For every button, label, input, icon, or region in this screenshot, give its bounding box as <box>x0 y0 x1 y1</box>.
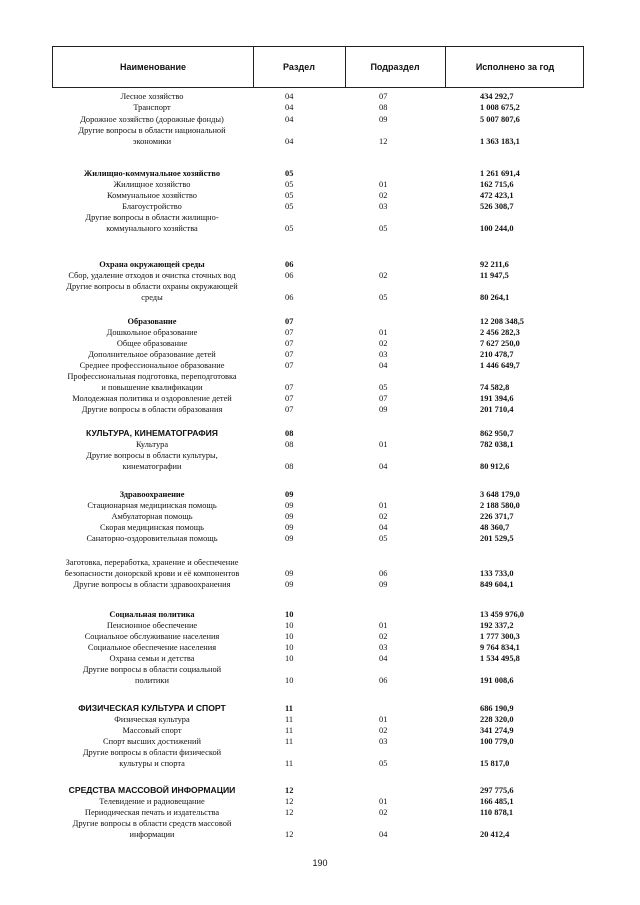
row-name: СРЕДСТВА МАССОВОЙ ИНФОРМАЦИИ <box>68 785 236 795</box>
row-section: 08 <box>285 440 294 449</box>
row-value: 434 292,7 <box>480 92 514 101</box>
row-name: Социальное обеспечение населения <box>87 643 217 652</box>
row-value: 48 360,7 <box>480 523 510 532</box>
row-value: 191 008,6 <box>480 676 514 685</box>
row-value: 166 485,1 <box>480 797 514 806</box>
row-name: Дошкольное образование <box>106 328 198 337</box>
row-name: КУЛЬТУРА, КИНЕМАТОГРАФИЯ <box>86 428 218 438</box>
row-value: 80 912,6 <box>480 462 510 471</box>
row-name: Благоустройство <box>122 202 182 211</box>
row-name: Коммунальное хозяйство <box>107 191 197 200</box>
row-section: 06 <box>285 260 294 269</box>
row-subsection: 02 <box>379 632 388 641</box>
row-name: Дополнительное образование детей <box>88 350 216 359</box>
row-name: Массовый спорт <box>122 726 182 735</box>
row-name: Телевидение и радиовещание <box>99 797 205 806</box>
row-section: 12 <box>285 786 294 795</box>
row-name: Другие вопросы в области здравоохранения <box>73 580 231 589</box>
row-subsection: 05 <box>379 534 388 543</box>
row-name: Среднее профессиональное образование <box>79 361 225 370</box>
row-subsection: 09 <box>379 405 388 414</box>
row-value: 862 950,7 <box>480 429 514 438</box>
row-value: 12 208 348,5 <box>480 317 524 326</box>
row-name: ФИЗИЧЕСКАЯ КУЛЬТУРА И СПОРТ <box>78 703 226 713</box>
row-name: Санаторно-оздоровительная помощь <box>86 534 218 543</box>
row-name: Транспорт <box>133 103 171 112</box>
row-name: Стационарная медицинская помощь <box>87 501 217 510</box>
row-subsection: 02 <box>379 191 388 200</box>
row-subsection: 05 <box>379 383 388 392</box>
row-subsection: 05 <box>379 293 388 302</box>
row-name: культуры и спорта <box>119 759 185 768</box>
row-section: 09 <box>285 569 294 578</box>
row-section: 10 <box>285 621 294 630</box>
row-name: Другие вопросы в области физической <box>82 748 222 757</box>
row-section: 07 <box>285 350 294 359</box>
row-section: 07 <box>285 383 294 392</box>
row-section: 09 <box>285 523 294 532</box>
header-executed: Исполнено за год <box>475 62 555 72</box>
row-section: 04 <box>285 92 294 101</box>
row-name: Другие вопросы в области национальной <box>78 126 226 135</box>
row-subsection: 05 <box>379 759 388 768</box>
row-name: Другие вопросы в области культуры, <box>86 451 218 460</box>
row-section: 07 <box>285 405 294 414</box>
row-name: безопасности донорской крови и её компонентов <box>64 569 240 578</box>
row-value: 2 456 282,3 <box>480 328 520 337</box>
row-value: 226 371,7 <box>480 512 514 521</box>
row-name: Другие вопросы в области охраны окружающей <box>66 282 238 291</box>
row-value: 20 412,4 <box>480 830 510 839</box>
row-subsection: 03 <box>379 350 388 359</box>
row-subsection: 02 <box>379 271 388 280</box>
row-value: 297 775,6 <box>480 786 514 795</box>
row-subsection: 04 <box>379 830 388 839</box>
row-section: 09 <box>285 580 294 589</box>
row-subsection: 08 <box>379 103 388 112</box>
row-value: 228 320,0 <box>480 715 514 724</box>
row-section: 05 <box>285 180 294 189</box>
row-name: Здравоохранение <box>119 490 185 499</box>
row-name: Пенсионное обеспечение <box>106 621 198 630</box>
row-value: 1 446 649,7 <box>480 361 520 370</box>
row-value: 341 274,9 <box>480 726 514 735</box>
row-section: 12 <box>285 830 294 839</box>
row-value: 192 337,2 <box>480 621 514 630</box>
row-value: 191 394,6 <box>480 394 514 403</box>
row-name: Другие вопросы в области образования <box>81 405 223 414</box>
row-name: Жилищно-коммунальное хозяйство <box>83 169 221 178</box>
row-name: экономики <box>132 137 172 146</box>
row-section: 05 <box>285 191 294 200</box>
row-section: 07 <box>285 394 294 403</box>
row-section: 04 <box>285 115 294 124</box>
row-subsection: 02 <box>379 726 388 735</box>
row-section: 07 <box>285 317 294 326</box>
row-section: 09 <box>285 490 294 499</box>
row-subsection: 04 <box>379 361 388 370</box>
row-section: 12 <box>285 797 294 806</box>
row-value: 1 261 691,4 <box>480 169 520 178</box>
row-value: 92 211,6 <box>480 260 509 269</box>
row-section: 06 <box>285 271 294 280</box>
row-value: 472 423,1 <box>480 191 514 200</box>
row-name: Жилищное хозяйство <box>113 180 191 189</box>
row-subsection: 06 <box>379 569 388 578</box>
row-value: 74 582,8 <box>480 383 510 392</box>
row-section: 04 <box>285 103 294 112</box>
row-name: Заготовка, переработка, хранение и обеспечение <box>65 558 239 567</box>
row-value: 5 007 807,6 <box>480 115 520 124</box>
row-subsection: 03 <box>379 202 388 211</box>
row-subsection: 03 <box>379 737 388 746</box>
row-section: 05 <box>285 224 294 233</box>
row-subsection: 05 <box>379 224 388 233</box>
row-section: 11 <box>285 737 294 746</box>
row-name: Лесное хозяйство <box>120 92 184 101</box>
row-name: Молодежная политика и оздоровление детей <box>72 394 232 403</box>
row-subsection: 01 <box>379 440 388 449</box>
row-name: Профессиональная подготовка, переподготовка <box>67 372 237 381</box>
row-section: 10 <box>285 643 294 652</box>
row-section: 09 <box>285 512 294 521</box>
row-section: 07 <box>285 328 294 337</box>
row-name: Охрана семьи и детства <box>109 654 195 663</box>
page-number: 190 <box>312 858 328 868</box>
row-value: 849 604,1 <box>480 580 514 589</box>
row-name: Периодическая печать и издательства <box>84 808 220 817</box>
row-value: 100 779,0 <box>480 737 514 746</box>
row-name: Сбор, удаление отходов и очистка сточных вод <box>68 271 236 280</box>
row-section: 05 <box>285 202 294 211</box>
row-subsection: 02 <box>379 808 388 817</box>
row-value: 7 627 250,0 <box>480 339 520 348</box>
row-value: 13 459 976,0 <box>480 610 524 619</box>
row-section: 12 <box>285 808 294 817</box>
row-value: 210 478,7 <box>480 350 514 359</box>
row-value: 782 038,1 <box>480 440 514 449</box>
row-value: 201 710,4 <box>480 405 514 414</box>
row-section: 10 <box>285 610 294 619</box>
row-name: Другие вопросы в области средств массовой <box>72 819 232 828</box>
row-section: 07 <box>285 339 294 348</box>
row-name: политики <box>135 676 169 685</box>
row-subsection: 01 <box>379 715 388 724</box>
row-value: 3 648 179,0 <box>480 490 520 499</box>
row-section: 10 <box>285 676 294 685</box>
row-section: 04 <box>285 137 294 146</box>
row-subsection: 09 <box>379 580 388 589</box>
table-header <box>52 46 584 88</box>
row-section: 06 <box>285 293 294 302</box>
row-value: 1 534 495,8 <box>480 654 520 663</box>
row-subsection: 12 <box>379 137 388 146</box>
row-subsection: 07 <box>379 394 388 403</box>
row-section: 11 <box>285 726 294 735</box>
row-section: 10 <box>285 654 294 663</box>
row-subsection: 06 <box>379 676 388 685</box>
row-subsection: 01 <box>379 328 388 337</box>
row-subsection: 01 <box>379 180 388 189</box>
header-subsection: Подраздел <box>370 62 420 72</box>
row-name: Физическая культура <box>114 715 190 724</box>
row-section: 08 <box>285 462 294 471</box>
row-name: Охрана окружающей среды <box>99 260 205 269</box>
row-value: 2 188 580,0 <box>480 501 520 510</box>
row-value: 1 777 300,3 <box>480 632 520 641</box>
row-name: и повышение квалификации <box>101 383 203 392</box>
row-section: 08 <box>285 429 294 438</box>
row-subsection: 01 <box>379 621 388 630</box>
row-section: 10 <box>285 632 294 641</box>
row-value: 15 817,0 <box>480 759 510 768</box>
row-subsection: 09 <box>379 115 388 124</box>
header-name: Наименование <box>119 62 187 72</box>
row-name: информации <box>129 830 175 839</box>
row-name: Другие вопросы в области социальной <box>82 665 222 674</box>
row-value: 201 529,5 <box>480 534 514 543</box>
row-subsection: 01 <box>379 797 388 806</box>
row-name: коммунального хозяйства <box>106 224 198 233</box>
row-section: 05 <box>285 169 294 178</box>
row-subsection: 01 <box>379 501 388 510</box>
row-section: 09 <box>285 501 294 510</box>
row-name: Амбулаторная помощь <box>111 512 193 521</box>
row-subsection: 03 <box>379 643 388 652</box>
row-subsection: 04 <box>379 654 388 663</box>
row-value: 526 308,7 <box>480 202 514 211</box>
row-value: 11 947,5 <box>480 271 509 280</box>
row-value: 110 878,1 <box>480 808 514 817</box>
row-subsection: 04 <box>379 523 388 532</box>
row-subsection: 02 <box>379 512 388 521</box>
row-value: 1 363 183,1 <box>480 137 520 146</box>
row-name: Дорожное хозяйство (дорожные фонды) <box>80 115 224 124</box>
row-section: 11 <box>285 715 294 724</box>
row-section: 11 <box>285 759 294 768</box>
row-subsection: 04 <box>379 462 388 471</box>
row-name: Образование <box>127 317 177 326</box>
row-name: Спорт высших достижений <box>103 737 201 746</box>
row-subsection: 02 <box>379 339 388 348</box>
row-name: среды <box>141 293 163 302</box>
row-name: Социальная политика <box>109 610 195 619</box>
row-name: Социальное обслуживание населения <box>84 632 220 641</box>
row-section: 07 <box>285 361 294 370</box>
row-name: Общее образование <box>116 339 188 348</box>
row-value: 133 733,0 <box>480 569 514 578</box>
row-value: 162 715,6 <box>480 180 514 189</box>
row-value: 100 244,0 <box>480 224 514 233</box>
row-value: 9 764 834,1 <box>480 643 520 652</box>
row-name: кинематографии <box>122 462 182 471</box>
row-name: Другие вопросы в области жилищно- <box>85 213 219 222</box>
row-name: Культура <box>135 440 169 449</box>
row-section: 09 <box>285 534 294 543</box>
row-value: 80 264,1 <box>480 293 510 302</box>
row-name: Скорая медицинская помощь <box>100 523 204 532</box>
header-section: Раздел <box>283 62 315 72</box>
row-section: 11 <box>285 704 293 713</box>
row-subsection: 07 <box>379 92 388 101</box>
row-value: 686 190,9 <box>480 704 514 713</box>
row-value: 1 008 675,2 <box>480 103 520 112</box>
